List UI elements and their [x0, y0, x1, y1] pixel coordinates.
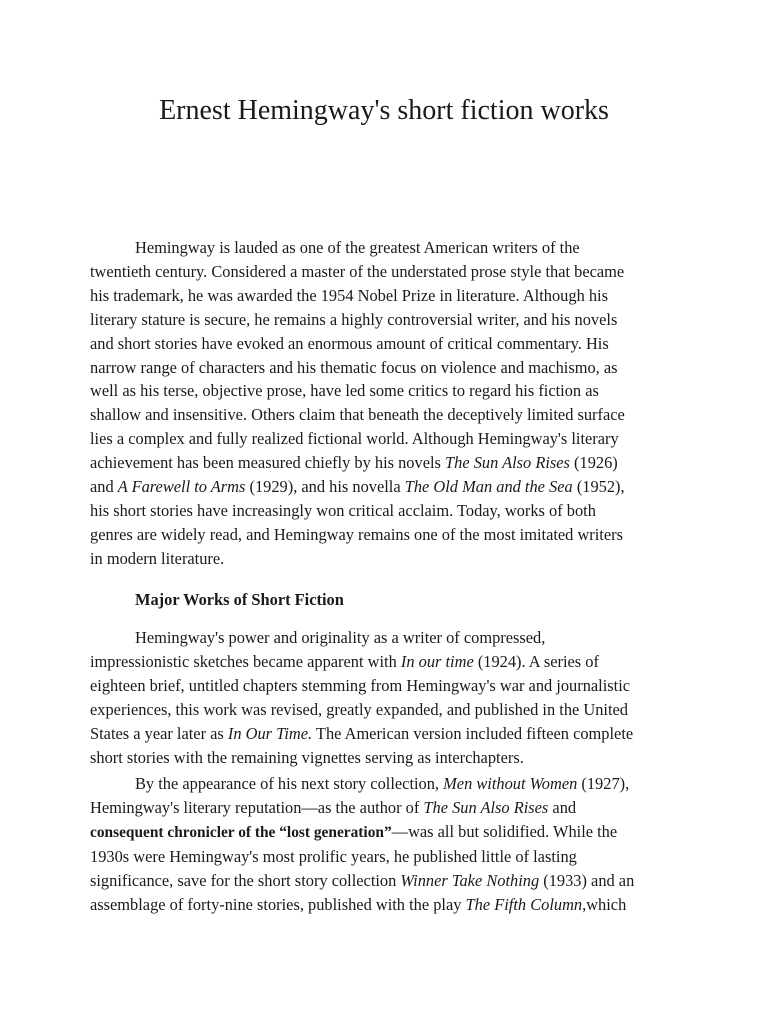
- body-paragraph: [90, 772, 680, 916]
- text-line: 1930s were Hemingway's most prolific years, he published little of lasting: [90, 846, 577, 866]
- text-line: well as his terse, objective prose, have led some critics to regard his fiction as: [90, 381, 599, 401]
- book-title: In our time: [400, 651, 474, 671]
- text-line: literary stature is secure, he remains a highly controversial writer, and his novels: [90, 309, 618, 329]
- intro-paragraph: [90, 236, 680, 571]
- text-line: shallow and insensitive. Others claim that beneath the deceptively limited surface: [90, 405, 625, 425]
- text-run: and: [90, 477, 118, 497]
- text-run: (1926): [569, 453, 618, 473]
- text-line: his trademark, he was awarded the 1954 Nobel Prize in literature. Although his: [90, 285, 608, 305]
- text-line: [90, 650, 680, 674]
- text-run: which: [586, 894, 627, 914]
- book-title: In Our Time.: [227, 723, 313, 743]
- text-run: (1924). A series of: [473, 651, 599, 671]
- text-line: [90, 796, 680, 820]
- text-line: his short stories have increasingly won critical acclaim. Today, works of both: [90, 500, 596, 520]
- text-run: Hemingway's literary reputation—as the author of: [90, 797, 424, 817]
- book-title: A Farewell to Arms: [117, 477, 246, 497]
- book-title: Winner Take Nothing: [400, 870, 540, 890]
- text-run: (1952),: [572, 477, 625, 497]
- text-line: Hemingway's power and originality as a writer of compressed,: [135, 628, 546, 647]
- text-line: genres are widely read, and Hemingway remains one of the most imitated writers: [90, 524, 623, 544]
- text-run: achievement has been measured chiefly by his novels: [90, 453, 446, 473]
- book-title: The Old Man and the Sea: [404, 477, 573, 497]
- text-line: and short stories have evoked an enormous amount of critical commentary. His: [90, 333, 609, 353]
- text-line: [90, 451, 680, 475]
- text-line: twentieth century. Considered a master of the understated prose style that became: [90, 261, 625, 281]
- text-run: impressionistic sketches became apparent with: [90, 651, 401, 671]
- text-line: [90, 893, 680, 917]
- text-line: [90, 722, 680, 746]
- text-run: significance, save for the short story collection: [90, 870, 401, 890]
- body-paragraph: [90, 626, 680, 769]
- book-title: The Sun Also Rises: [445, 453, 570, 473]
- text-line: narrow range of characters and his thematic focus on violence and machismo, as: [90, 357, 618, 377]
- text-run: The American version included fifteen complete: [312, 723, 634, 743]
- text-line: [90, 869, 680, 893]
- text-run: —was all but solidified. While the: [391, 821, 618, 841]
- text-line: experiences, this work was revised, greatly expanded, and published in the United: [90, 699, 629, 719]
- text-run: assemblage of forty-nine stories, published with the play: [90, 894, 466, 914]
- text-run: (1929), and his novella: [245, 477, 405, 497]
- text-run: By the appearance of his next story collection,: [135, 774, 444, 793]
- text-line: [90, 475, 680, 499]
- text-run: States a year later as: [90, 723, 228, 743]
- text-line: in modern literature.: [90, 548, 225, 568]
- text-line: Hemingway is lauded as one of the greatest American writers of the: [135, 238, 580, 257]
- book-title: The Fifth Column,: [465, 894, 587, 914]
- book-title: Men without Women: [443, 774, 578, 793]
- document-title: Ernest Hemingway's short fiction works: [159, 95, 609, 126]
- book-title: The Sun Also Rises: [423, 797, 549, 817]
- text-run: and: [548, 797, 577, 817]
- text-line: short stories with the remaining vignettes serving as interchapters.: [90, 747, 524, 767]
- text-run: (1933) and an: [539, 870, 635, 890]
- bold-text-run: consequent chronicler of the “lost generation”: [90, 823, 392, 841]
- text-line: [90, 772, 680, 796]
- text-line: [90, 820, 680, 845]
- text-line: lies a complex and fully realized fictional world. Although Hemingway's literary: [90, 429, 619, 449]
- text-run: (1927),: [577, 774, 630, 793]
- section-heading: Major Works of Short Fiction: [135, 590, 344, 609]
- text-line: eighteen brief, untitled chapters stemming from Hemingway's war and journalistic: [90, 675, 631, 695]
